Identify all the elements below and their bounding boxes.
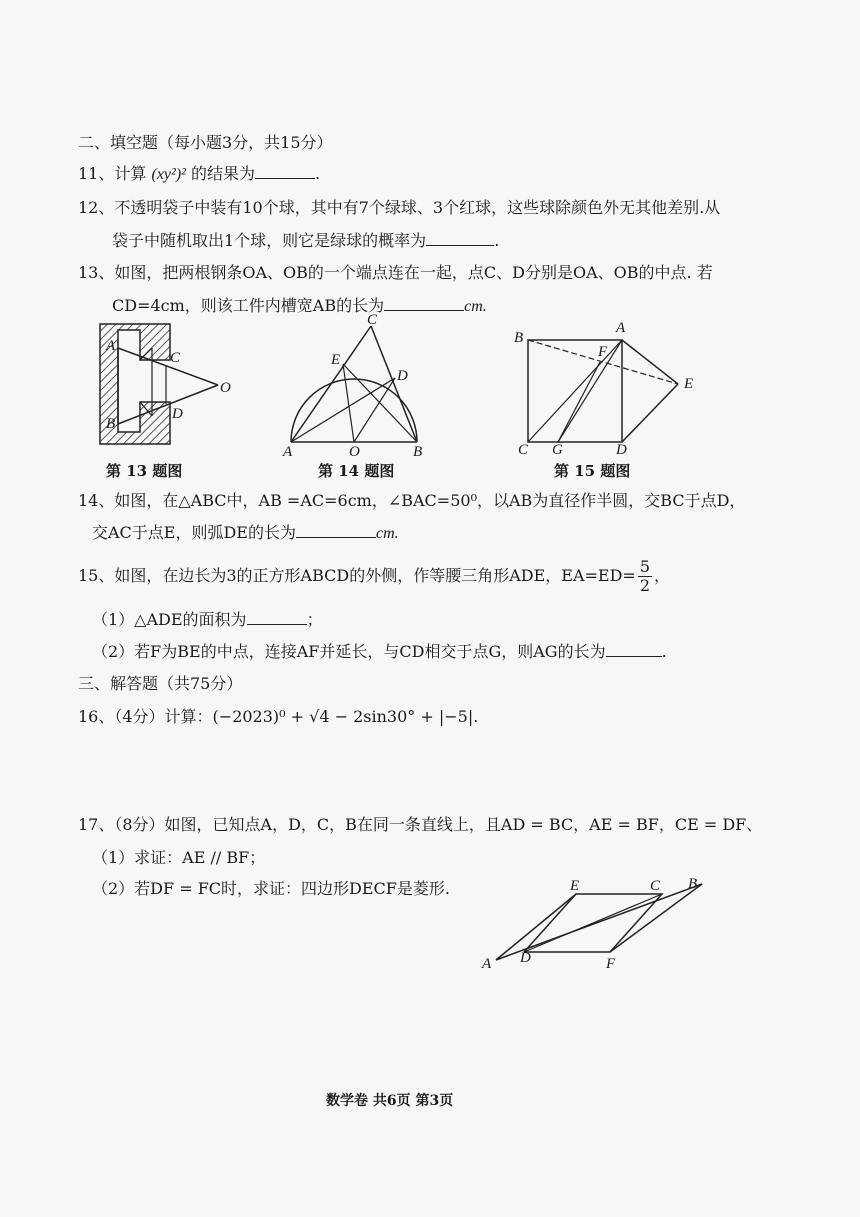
- f15-label-G: G: [552, 442, 563, 458]
- f14-label-E: E: [331, 352, 341, 368]
- f14-label-D: D: [397, 368, 408, 384]
- f14-label-A: A: [283, 444, 293, 460]
- q11-expression: (xy²)²: [151, 166, 186, 183]
- f15-label-F: F: [598, 344, 608, 360]
- f17-label-E: E: [570, 878, 580, 894]
- figure-13: [94, 320, 254, 450]
- f15-label-E: E: [684, 376, 694, 392]
- f17-label-F: F: [606, 956, 616, 972]
- f17-label-C: C: [650, 878, 661, 894]
- answer-blank: [426, 229, 494, 246]
- answer-blank: [255, 162, 315, 179]
- caption-fig15: 第 15 题图: [554, 462, 631, 480]
- f13-label-C: C: [170, 350, 181, 366]
- f17-label-D: D: [520, 950, 531, 966]
- answer-blank: [384, 294, 464, 311]
- question-16: 16、（4分）计算：(−2023)⁰ + √4 − 2sin30° + |−5|.: [78, 707, 479, 726]
- question-11: 11、计算 (xy²)² 的结果为 .: [78, 164, 321, 183]
- fraction-5-2: $\frac{5}{2}$: [639, 557, 651, 595]
- question-12-line2: 袋子中随机取出1个球，则它是绿球的概率为 .: [112, 231, 500, 250]
- question-14-line1: 14、如图，在△ABC中，AB =AC=6cm，∠BAC=50⁰，以AB为直径作半圆，交BC于点D，: [78, 491, 746, 510]
- question-15-sub1: （1）△ADE的面积为 ；: [92, 610, 323, 629]
- question-13-line1: 13、如图，把两根钢条OA、OB的一个端点连在一起，点C、D分别是OA、OB的中点. 若: [78, 263, 713, 282]
- question-17-sub1: （1）求证：AE // BF；: [92, 848, 266, 867]
- question-15-line1: 15、如图，在边长为3的正方形ABCD的外侧，作等腰三角形ADE，EA=ED= $\frac{5}{2}$ ，: [78, 557, 671, 595]
- question-15-sub2: （2）若F为BE的中点，连接AF并延长，与CD相交于点G，则AG的长为 .: [92, 642, 667, 661]
- f13-label-O: O: [220, 380, 231, 396]
- f17-label-B: B: [688, 876, 698, 892]
- f14-label-B: B: [413, 444, 423, 460]
- f15-label-C: C: [518, 442, 529, 458]
- f15-label-B: B: [514, 330, 524, 346]
- caption-fig13: 第 13 题图: [106, 462, 183, 480]
- f13-label-B: B: [106, 416, 116, 432]
- f14-label-C: C: [367, 312, 378, 328]
- f15-label-D: D: [616, 442, 627, 458]
- f14-label-O: O: [349, 444, 360, 460]
- answer-blank: [606, 640, 662, 657]
- answer-blank: [247, 608, 307, 625]
- question-17-sub2: （2）若DF = FC时，求证：四边形DECF是菱形.: [92, 879, 450, 898]
- section3-header: 三、解答题（共75分）: [78, 674, 243, 693]
- question-14-line2: 交AC于点E，则弧DE的长为 cm.: [92, 523, 399, 542]
- f13-label-D: D: [172, 406, 183, 422]
- question-12-line1: 12、不透明袋子中装有10个球，其中有7个绿球、3个红球，这些球除颜色外无其他差别.从: [78, 198, 721, 217]
- question-13-line2: CD=4cm，则该工件内槽宽AB的长为 cm.: [112, 296, 487, 315]
- figure-15: [512, 318, 702, 458]
- f17-label-A: A: [482, 956, 492, 972]
- f15-label-A: A: [616, 320, 626, 336]
- section2-header: 二、填空题（每小题3分，共15分）: [78, 133, 333, 152]
- figure-17: [482, 876, 712, 976]
- question-17-line1: 17、（8分）如图，已知点A，D，C，B在同一条直线上，且AD = BC，AE = BF，CE = DF、: [78, 815, 763, 834]
- caption-fig14: 第 14 题图: [318, 462, 395, 480]
- answer-blank: [296, 521, 376, 538]
- f13-label-A: A: [106, 338, 116, 354]
- page-footer: 数学卷 共6页 第3页: [326, 1093, 454, 1109]
- figure-14: [283, 312, 433, 460]
